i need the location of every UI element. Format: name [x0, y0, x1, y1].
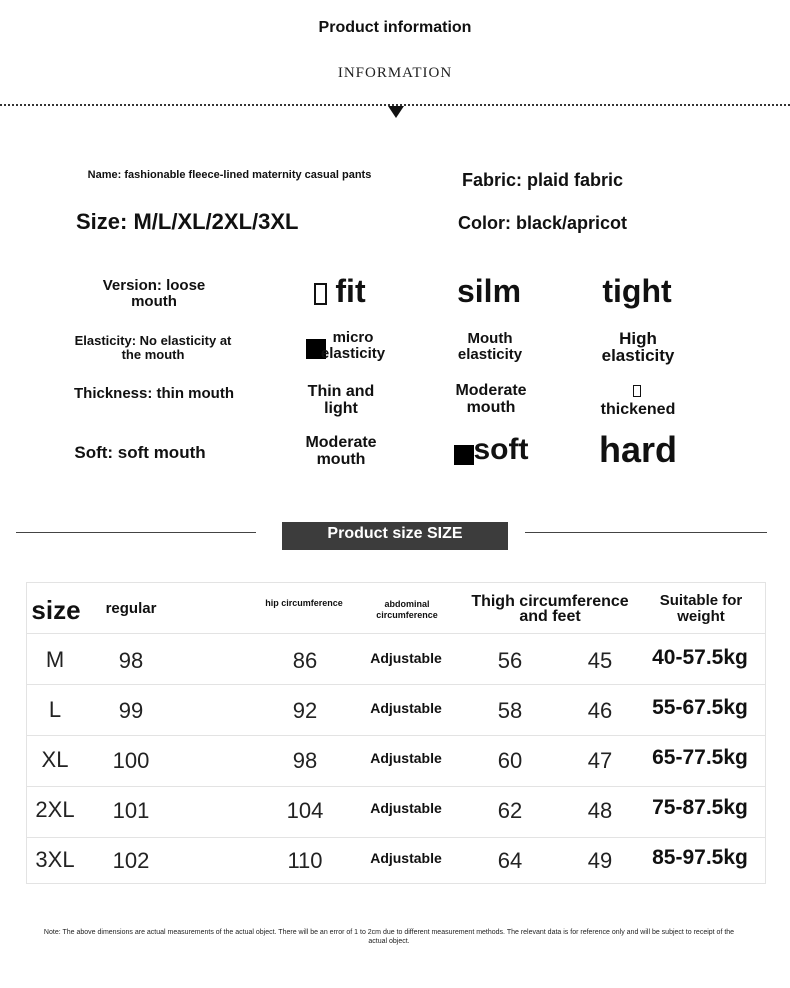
header-thigh: Thigh circumference and feet: [471, 593, 629, 625]
version-option-fit: [270, 274, 410, 308]
cell-size: XL: [41, 747, 69, 772]
cell-abdominal: Adjustable: [370, 650, 442, 666]
table-divider: [26, 684, 766, 685]
cell-thigh: 56: [497, 648, 523, 673]
header-regular: regular: [105, 600, 157, 617]
cell-regular: 101: [112, 798, 150, 823]
measurement-note: Note: The above dimensions are actual measurements of the actual object. There will be an error of 1 to 2cm due to different measurement methods. The relevant data is for reference only and will be subject to receipt of the actual object.: [43, 929, 735, 945]
cell-hip: 110: [287, 848, 323, 873]
table-divider: [26, 633, 766, 634]
cell-size: L: [48, 697, 62, 722]
cell-regular: 100: [112, 748, 150, 773]
elasticity-option-mouth: Mouth elasticity: [457, 330, 523, 363]
cell-weight: 40-57.5kg: [652, 646, 748, 669]
cell-thigh: 64: [497, 848, 523, 873]
cell-weight: 55-67.5kg: [652, 696, 748, 719]
version-option-tight: tight: [602, 273, 672, 309]
cell-thigh: 60: [497, 748, 523, 773]
cell-thigh: 58: [497, 698, 523, 723]
cell-regular: 99: [118, 698, 144, 723]
cell-regular: 98: [118, 648, 144, 673]
cell-abdominal: Adjustable: [370, 700, 442, 716]
header-hip: hip circumference: [265, 598, 343, 608]
cell-regular: 102: [112, 848, 150, 873]
header-weight: Suitable for weight: [659, 592, 743, 625]
product-fabric: Fabric: plaid fabric: [462, 170, 624, 190]
product-color: Color: black/apricot: [458, 213, 628, 233]
soft-option-moderate: Moderate mouth: [305, 434, 377, 468]
thickness-option-moderate: Moderate mouth: [455, 382, 527, 416]
page-subtitle: INFORMATION: [337, 65, 453, 81]
elasticity-option-micro: micro elasticity: [320, 329, 386, 362]
header-abdominal: abdominal circumference: [376, 599, 438, 620]
size-section-title: Product size SIZE: [282, 522, 508, 550]
version-option-silm: silm: [456, 273, 522, 309]
product-sizes: Size: M/L/XL/2XL/3XL: [76, 209, 299, 234]
table-divider: [26, 735, 766, 736]
cell-abdominal: Adjustable: [370, 750, 442, 766]
cell-hip: 86: [292, 648, 318, 673]
cell-hip: 98: [292, 748, 318, 773]
cell-hip: 104: [286, 798, 324, 823]
soft-label: Soft: soft mouth: [74, 443, 206, 462]
soft-option-soft: soft: [473, 433, 529, 466]
cell-thigh: 62: [497, 798, 523, 823]
table-divider: [26, 786, 766, 787]
table-divider: [26, 837, 766, 838]
cell-hip: 92: [292, 698, 318, 723]
version-option-fit-text: fit: [335, 273, 366, 309]
elasticity-option-high: High elasticity: [601, 329, 675, 365]
checkbox-icon: [314, 283, 327, 305]
size-table: [26, 582, 766, 884]
cell-feet: 45: [587, 648, 613, 673]
cell-size: M: [45, 647, 65, 672]
cell-abdominal: Adjustable: [370, 850, 442, 866]
cell-feet: 48: [587, 798, 613, 823]
product-name: Name: fashionable fleece-lined maternity casual pants: [87, 169, 372, 181]
soft-option-hard: hard: [598, 429, 677, 470]
cell-feet: 49: [587, 848, 613, 873]
header-size: size: [31, 595, 81, 625]
section-divider-right: [525, 532, 767, 533]
cell-abdominal: Adjustable: [370, 800, 442, 816]
thickness-label: Thickness: thin mouth: [74, 385, 235, 402]
thickness-option-thickened: thickened: [600, 401, 676, 418]
cell-weight: 65-77.5kg: [652, 746, 748, 769]
page-title: Product information: [318, 19, 472, 36]
thickness-option-thin: Thin and light: [307, 383, 375, 417]
cell-feet: 47: [587, 748, 613, 773]
version-label: Version: loose mouth: [102, 277, 206, 310]
cell-size: 3XL: [35, 847, 75, 872]
elasticity-label: Elasticity: No elasticity at the mouth: [74, 333, 232, 362]
section-divider-left: [16, 532, 256, 533]
cell-weight: 75-87.5kg: [652, 796, 748, 819]
cell-feet: 46: [587, 698, 613, 723]
cell-size: 2XL: [35, 797, 75, 822]
cell-weight: 85-97.5kg: [652, 846, 748, 869]
triangle-down-icon: [388, 106, 404, 118]
checkbox-icon: [633, 385, 641, 397]
